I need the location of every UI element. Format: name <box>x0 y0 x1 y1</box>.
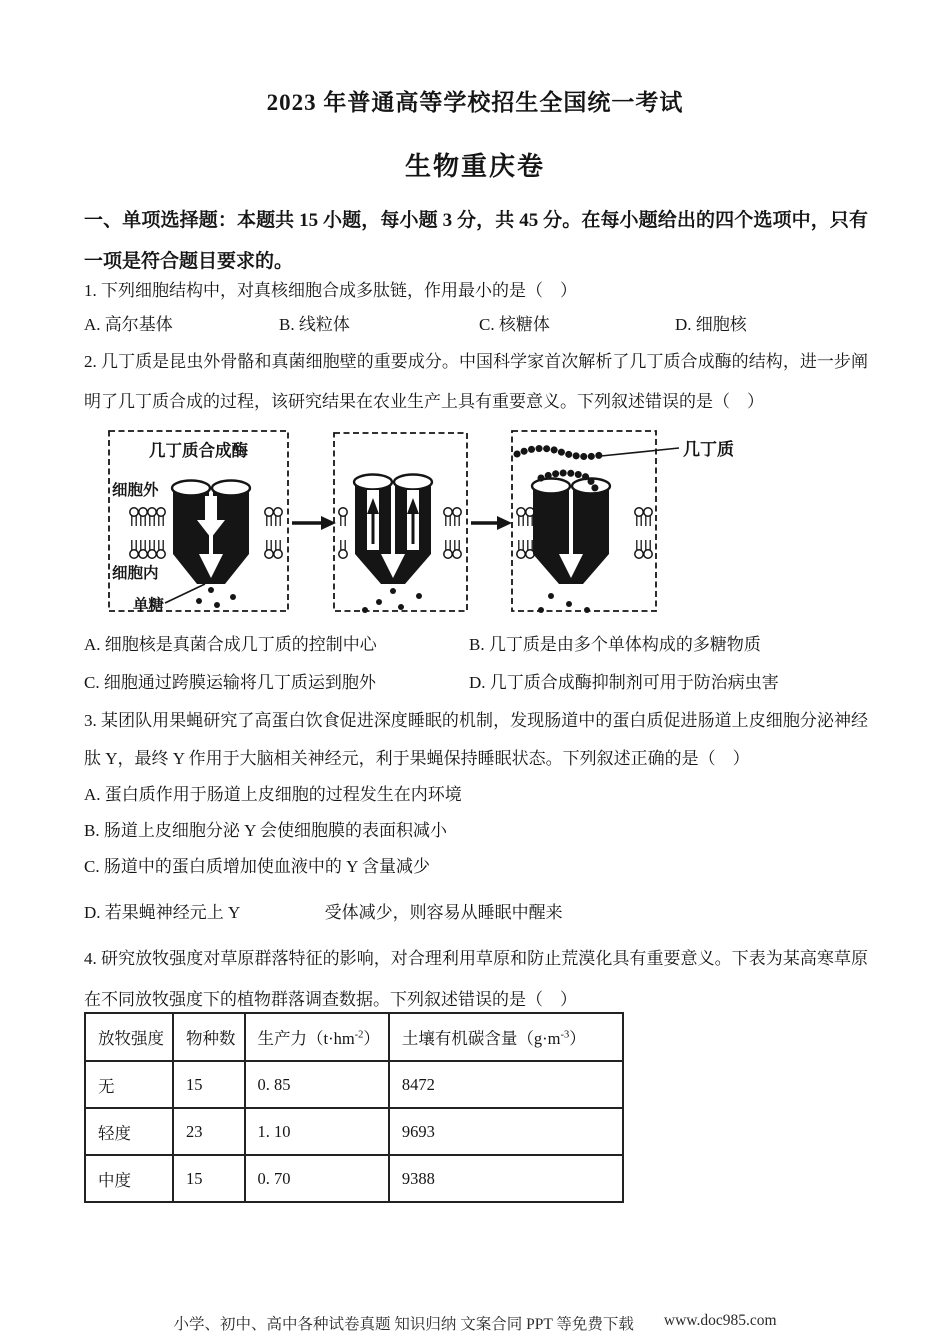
table-row <box>85 1108 623 1155</box>
col-header-productivity: 生产力$(t\cdot hm^{-2})$ <box>245 1013 389 1061</box>
q3-option-a: A. 蛋白质作用于肠道上皮细胞的过程发生在内环境 <box>84 785 462 804</box>
monosaccharide-dots <box>538 593 590 613</box>
process-arrow-1 <box>292 516 336 530</box>
table-row <box>85 1061 623 1108</box>
footer-url: www.doc985.com <box>663 1312 777 1329</box>
q2-option-d: D. 几丁质合成酶抑制剂可用于防治病虫害 <box>469 673 779 692</box>
monosaccharide-dots <box>196 587 236 608</box>
q3-option-c: C. 肠道中的蛋白质增加使血液中的 Y 含量减少 <box>84 857 430 876</box>
inside-cell-label: 细胞内 <box>112 565 159 582</box>
q1-options <box>84 314 868 336</box>
cell: 1. 10 <box>245 1108 389 1155</box>
monosaccharide-dots <box>362 588 422 613</box>
q1-stem: 1. 下列细胞结构中，对真核细胞合成多肽链，作用最小的是（ ） <box>84 281 577 300</box>
q1-option-c: C. 核糖体 <box>479 315 550 334</box>
q3-option-d: D. 若果蝇神经元上 Y 受体减少，则容易从睡眠中醒来 <box>84 903 563 922</box>
cell: 无 <box>85 1061 173 1108</box>
cell: 轻度 <box>85 1108 173 1155</box>
cell: 中度 <box>85 1155 173 1202</box>
process-arrow-2 <box>471 516 512 530</box>
q2-option-c: C. 细胞通过跨膜运输将几丁质运到胞外 <box>84 673 376 692</box>
chitin-label: 几丁质 <box>683 440 734 459</box>
q1-option-a: A. 高尔基体 <box>84 315 173 334</box>
chitin-synthase-diagram <box>103 424 763 619</box>
q3-stem: 3. 某团队用果蝇研究了高蛋白饮食促进深度睡眠的机制，发现肠道中的蛋白质促进肠道上皮细胞分泌神经肽 Y，最终 Y 作用于大脑相关神经元，利于果蝇保持睡眠状态。下列叙述正确的是（ ） <box>84 711 868 768</box>
q2-option-b: B. 几丁质是由多个单体构成的多糖物质 <box>469 635 761 654</box>
diagram-panel-2 <box>334 433 467 613</box>
q1-option-b: B. 线粒体 <box>279 315 350 334</box>
section-heading: 一、单项选择题：本题共 15 小题，每小题 3 分，共 45 分。在每小题给出的四个选项中，只有一项是符合题目要求的。 <box>84 210 868 272</box>
cell: 8472 <box>389 1061 623 1108</box>
table-header-row <box>85 1013 623 1061</box>
col-header-grazing-intensity: 放牧强度 <box>85 1013 173 1061</box>
col-header-species-count: 物种数 <box>173 1013 245 1061</box>
monosaccharide-label: 单糖 <box>133 597 165 614</box>
enzyme-cylinders <box>172 481 250 585</box>
q2-options <box>84 634 868 694</box>
grazing-data-table <box>84 1012 624 1203</box>
paper-subtitle: 生物重庆卷 <box>404 152 545 181</box>
cell: 9388 <box>389 1155 623 1202</box>
cell: 15 <box>173 1061 245 1108</box>
q2-stem: 2. 几丁质是昆虫外骨骼和真菌细胞壁的重要成分。中国科学家首次解析了几丁质合成酶的结构，进一步阐明了几丁质合成的过程，该研究结果在农业生产上具有重要意义。下列叙述错误的是（ ） <box>84 352 868 411</box>
page-title: 2023 年普通高等学校招生全国统一考试 <box>266 90 684 115</box>
q2-option-a: A. 细胞核是真菌合成几丁质的控制中心 <box>84 635 377 654</box>
footer-text: 小学、初中、高中各种试卷真题 知识归纳 文案合同 PPT 等免费下载 <box>173 1316 634 1333</box>
q3-option-b: B. 肠道上皮细胞分泌 Y 会使细胞膜的表面积减小 <box>84 821 447 840</box>
col-header-soil-carbon: 土壤有机碳含量$(g\cdot m^{-3})$ <box>389 1013 623 1061</box>
cell: 0. 70 <box>245 1155 389 1202</box>
enzyme-label: 几丁质合成酶 <box>149 441 248 460</box>
diagram-panel-3 <box>512 431 656 613</box>
q4-stem: 4. 研究放牧强度对草原群落特征的影响，对合理利用草原和防止荒漠化具有重要意义。下表为某高寒草原在不同放牧强度下的植物群落调查数据。下列叙述错误的是（ ） <box>84 949 868 1009</box>
outside-cell-label: 细胞外 <box>112 482 159 499</box>
cell: 23 <box>173 1108 245 1155</box>
q3-options <box>84 784 868 924</box>
diagram-panel-1 <box>109 431 288 614</box>
enzyme-cylinders <box>354 475 432 585</box>
table-row <box>85 1155 623 1202</box>
cell: 0. 85 <box>245 1061 389 1108</box>
cell: 15 <box>173 1155 245 1202</box>
page-footer <box>0 1312 950 1334</box>
cell: 9693 <box>389 1108 623 1155</box>
q1-option-d: D. 细胞核 <box>675 315 747 334</box>
enzyme-cylinders <box>532 479 610 585</box>
